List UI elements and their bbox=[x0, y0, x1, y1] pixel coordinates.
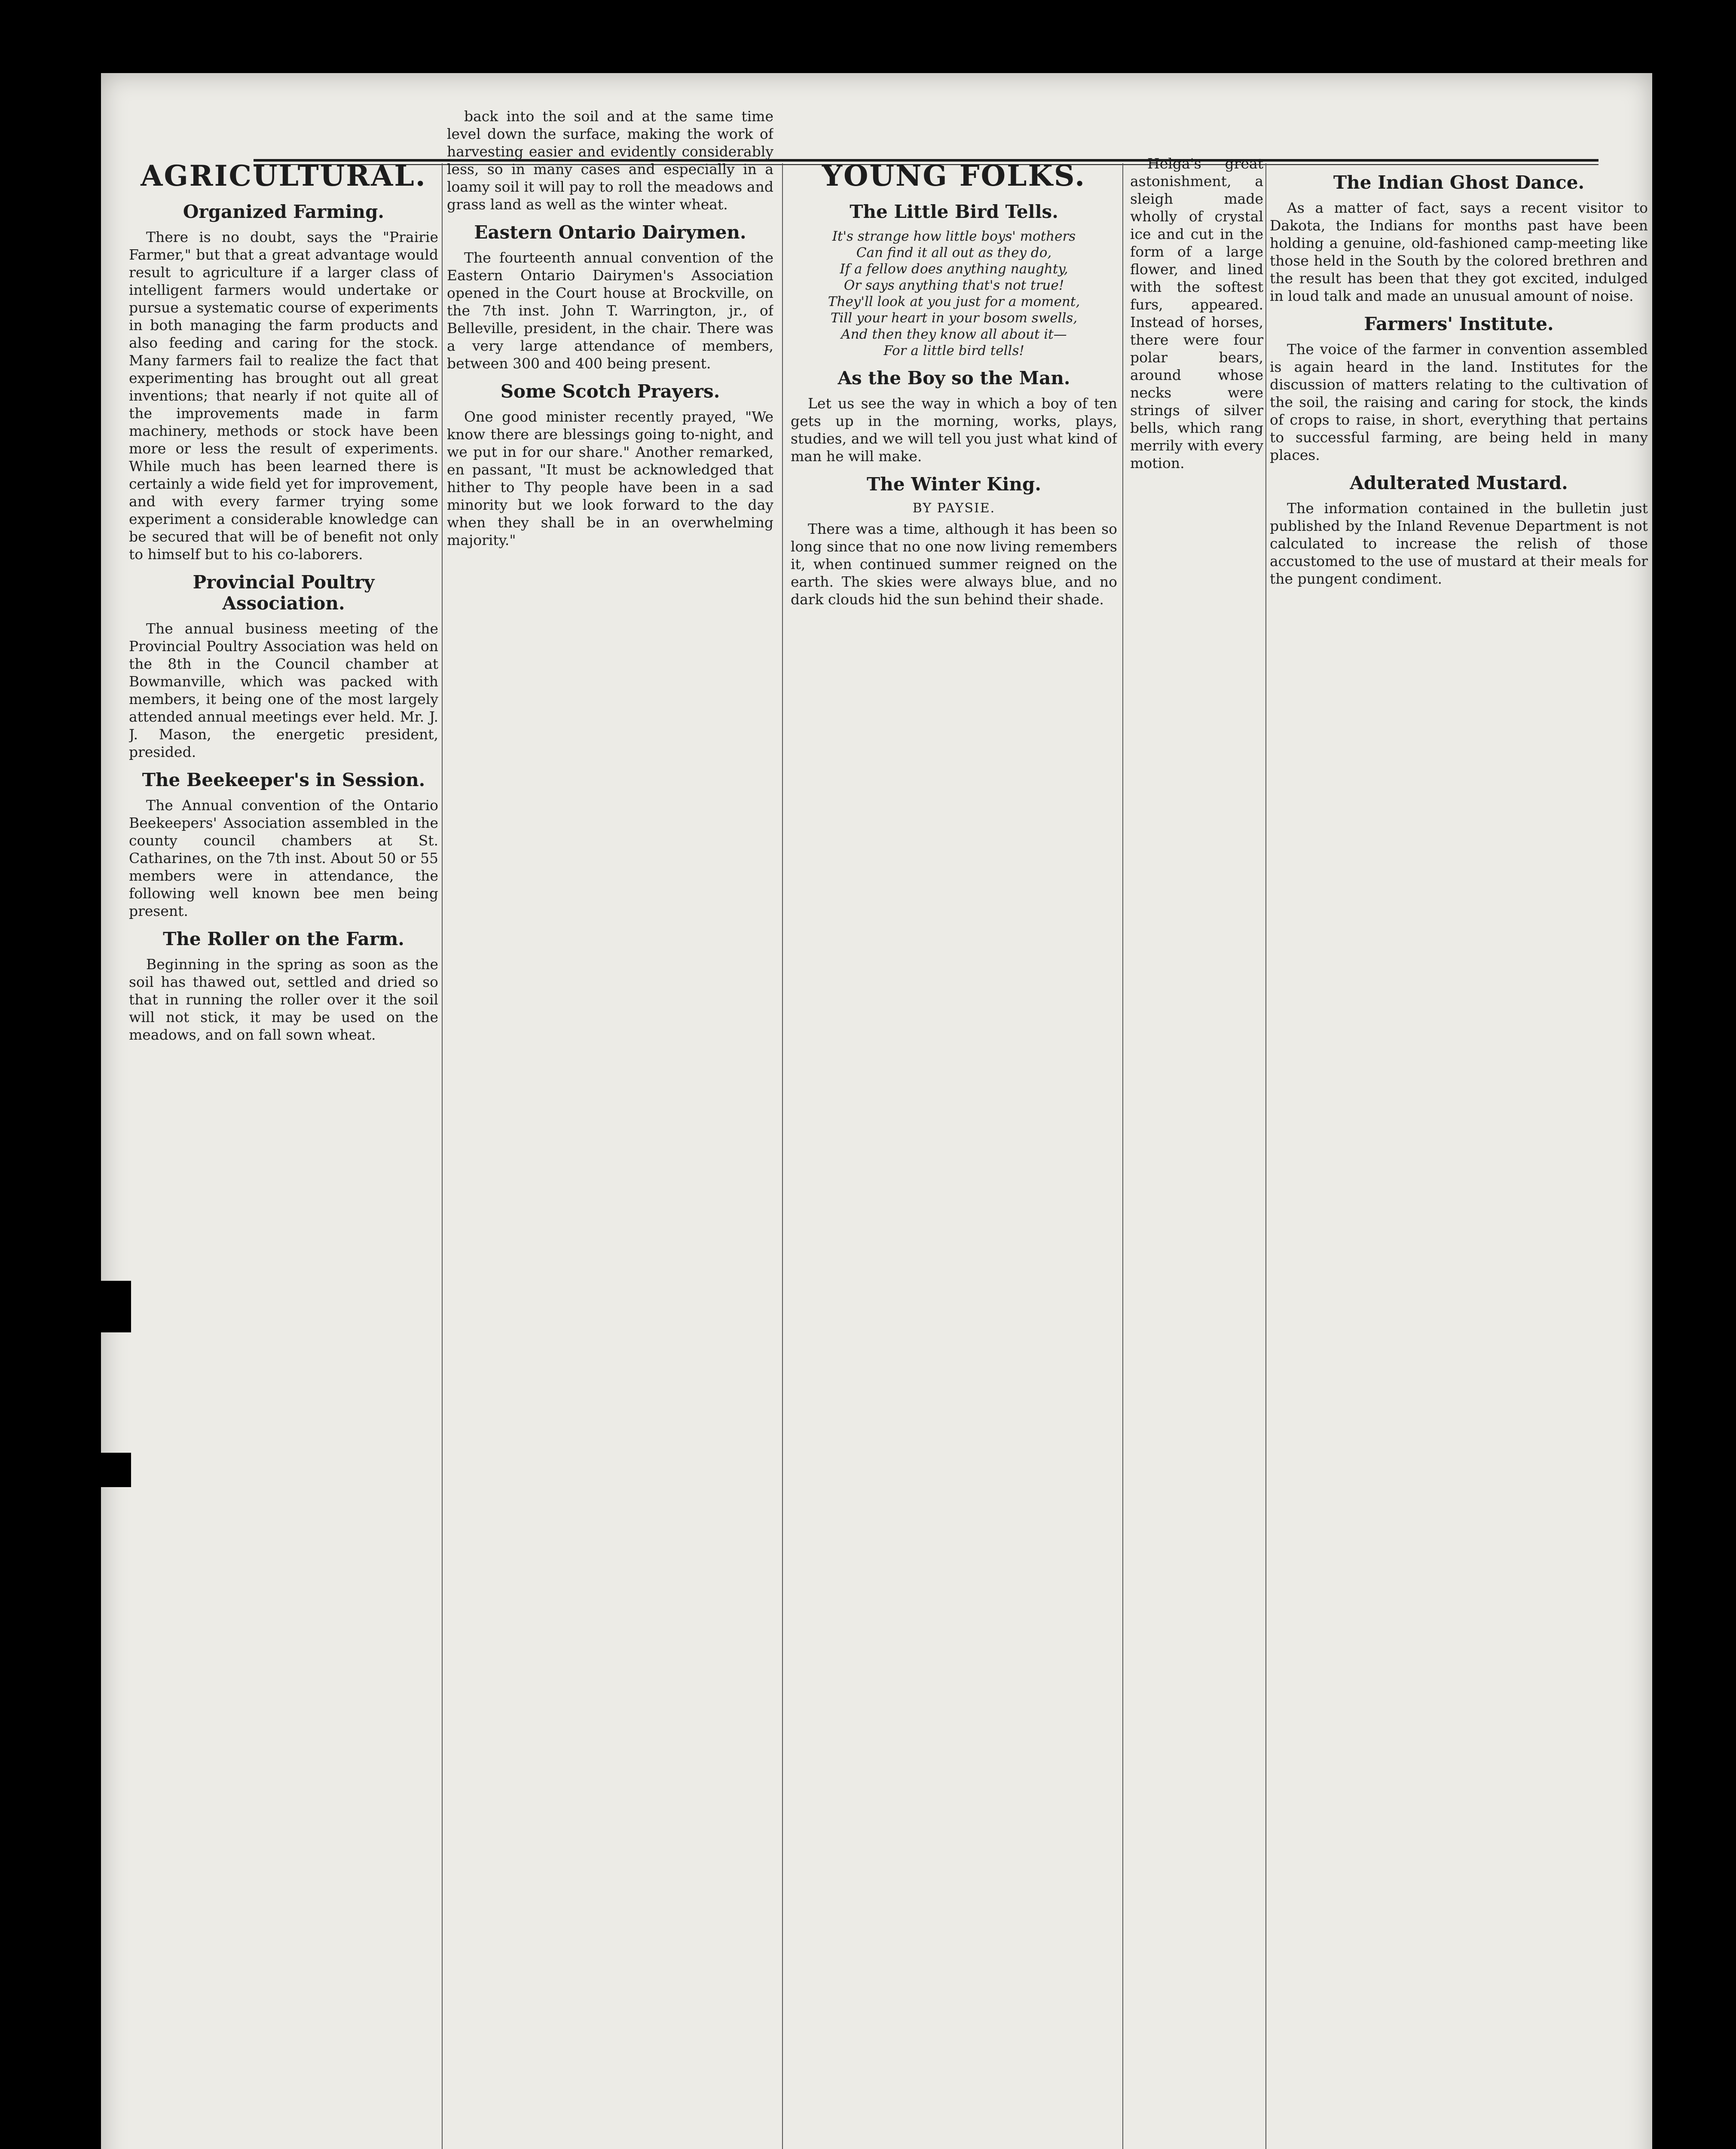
column-divider bbox=[1122, 163, 1123, 2149]
article-title: The Beekeeper's in Session. bbox=[142, 769, 425, 790]
article-title: Eastern Ontario Dairymen. bbox=[474, 222, 746, 243]
article-body: The annual business meeting of the Provincial Poultry Association was held on the 8th in the Council chamber at Bowmanville, which was packed with members, it being one of the most largely attended annual meetings ever held. Mr. J. J. Mason, the energetic president, presided. bbox=[129, 620, 438, 760]
article-body: One good minister recently prayed, "We know there are blessings going to-night, and we put in for our share." Another remarked, en passant, "It must be acknowledged that hither to Thy people have been in a sad minority but we look forward to the day when they shall be in an overwhelming majority." bbox=[447, 408, 773, 548]
column-3 bbox=[791, 155, 1117, 2149]
article-title: Adulterated Mustard. bbox=[1350, 472, 1568, 493]
column-divider bbox=[782, 163, 783, 2149]
poem-text: It's strange how little boys' mothers Can find it all out as they do, If a fellow does anything naughty, Or says anything that's not true! They'll look at you just for a moment, Till your heart in your bosom swells, And then they know all about it— For a little bird tells! bbox=[828, 229, 1080, 358]
article-title: Provincial Poultry Association. bbox=[193, 572, 375, 614]
column-divider bbox=[442, 163, 443, 2149]
article-body: back into the soil and at the same time level down the surface, making the work of harvesting easier and evidently considerably less, so in many cases and especially in a loamy soil it will pay to roll the meadows and grass land as well as the winter wheat. bbox=[447, 108, 773, 213]
torn-edge bbox=[101, 1453, 131, 1487]
article-title: As the Boy so the Man. bbox=[837, 367, 1070, 389]
article-body: The voice of the farmer in convention assembled is again heard in the land. Institutes for the discussion of matters relating to the cultivation of the soil, the raising and caring for stock, the kinds of crops to raise, in short, everything that pertains to successful farming, are being held in many places. bbox=[1270, 341, 1648, 463]
article-body: The information contained in the bulletin just published by the Inland Revenue Department is not calculated to increase the relish of those accustomed to the use of mustard at their meals for the pungent condiment. bbox=[1270, 500, 1648, 587]
article-body: As a matter of fact, says a recent visitor to Dakota, the Indians for months past have been holding a genuine, old-fashioned camp-meeting like those held in the South by the colored brethren and the result has been that they got excited, indulged in loud talk and made an unusual amount of noise. bbox=[1270, 199, 1648, 304]
article-title: The Roller on the Farm. bbox=[163, 928, 404, 949]
column-1 bbox=[129, 155, 438, 2149]
column-5 bbox=[1270, 163, 1648, 2149]
torn-edge bbox=[101, 1281, 131, 1332]
column-2 bbox=[447, 107, 773, 2149]
article-body: Let us see the way in which a boy of ten gets up in the morning, works, plays, studies, and we will tell you just what kind of man he will make. bbox=[791, 395, 1117, 465]
column-4-wide bbox=[1130, 155, 1259, 2149]
article-title: The Winter King. bbox=[867, 474, 1041, 495]
column-divider bbox=[1265, 163, 1266, 2149]
article-body: The Annual convention of the Ontario Beekeepers' Association assembled in the county council chambers at St. Catharines, on the 7th inst. About 50 or 55 members were in attendance, the following well known bee men being present. bbox=[129, 797, 438, 919]
article-title: The Indian Ghost Dance. bbox=[1333, 172, 1585, 193]
bleed-through-text bbox=[129, 86, 1547, 146]
article-body: The fourteenth annual convention of the Eastern Ontario Dairymen's Association opened in the Court house at Brockville, on the 7th inst. John T. Warrington, jr., of Belleville, president, in the chair. There was a very large attendance of members, between 300 and 400 being present. bbox=[447, 249, 773, 372]
section-title-agricultural: AGRICULTURAL. bbox=[141, 159, 427, 193]
article-title: Organized Farming. bbox=[183, 201, 385, 222]
section-title-young-folks: YOUNG FOLKS. bbox=[822, 159, 1086, 193]
article-title: The Little Bird Tells. bbox=[850, 201, 1058, 222]
article-body: Helga's great astonishment, a sleigh made wholly of crystal ice and cut in the form of a large flower, and lined with the softest furs, appeared. Instead of horses, there were four polar bears, around whose necks were strings of silver bells, which rang merrily with every motion. bbox=[1130, 155, 1263, 471]
byline: BY PAYSIE. bbox=[912, 501, 996, 516]
article-title: Some Scotch Prayers. bbox=[500, 381, 720, 402]
article-body: There was a time, although it has been so long since that no one now living remembers it, when continued summer reigned on the earth. The skies were always blue, and no dark clouds hid the sun behind their shade. bbox=[791, 520, 1117, 608]
article-title: Farmers' Institute. bbox=[1364, 313, 1554, 334]
article-body: There is no doubt, says the "Prairie Farmer," but that a great advantage would result to agriculture if a larger class of intelligent farmers would undertake or pursue a systematic course of experiments in both managing the farm products and also feeding and caring for the stock. Many farmers fail to realize the fact that experimenting has brought out all great inventions; that nearly if not quite all of the improvements made in farm machinery, methods or stock have been more or less the result of experiments. While much has been learned there is certainly a wide field yet for improvement, and with every farmer trying some experiment a considerable knowledge can be secured that will be of benefit not only to himself but to his co-laborers. bbox=[129, 229, 438, 563]
article-body: Beginning in the spring as soon as the soil has thawed out, settled and dried so that in running the roller over it the soil will not stick, it may be used on the meadows, and on fall sown wheat. bbox=[129, 956, 438, 1043]
